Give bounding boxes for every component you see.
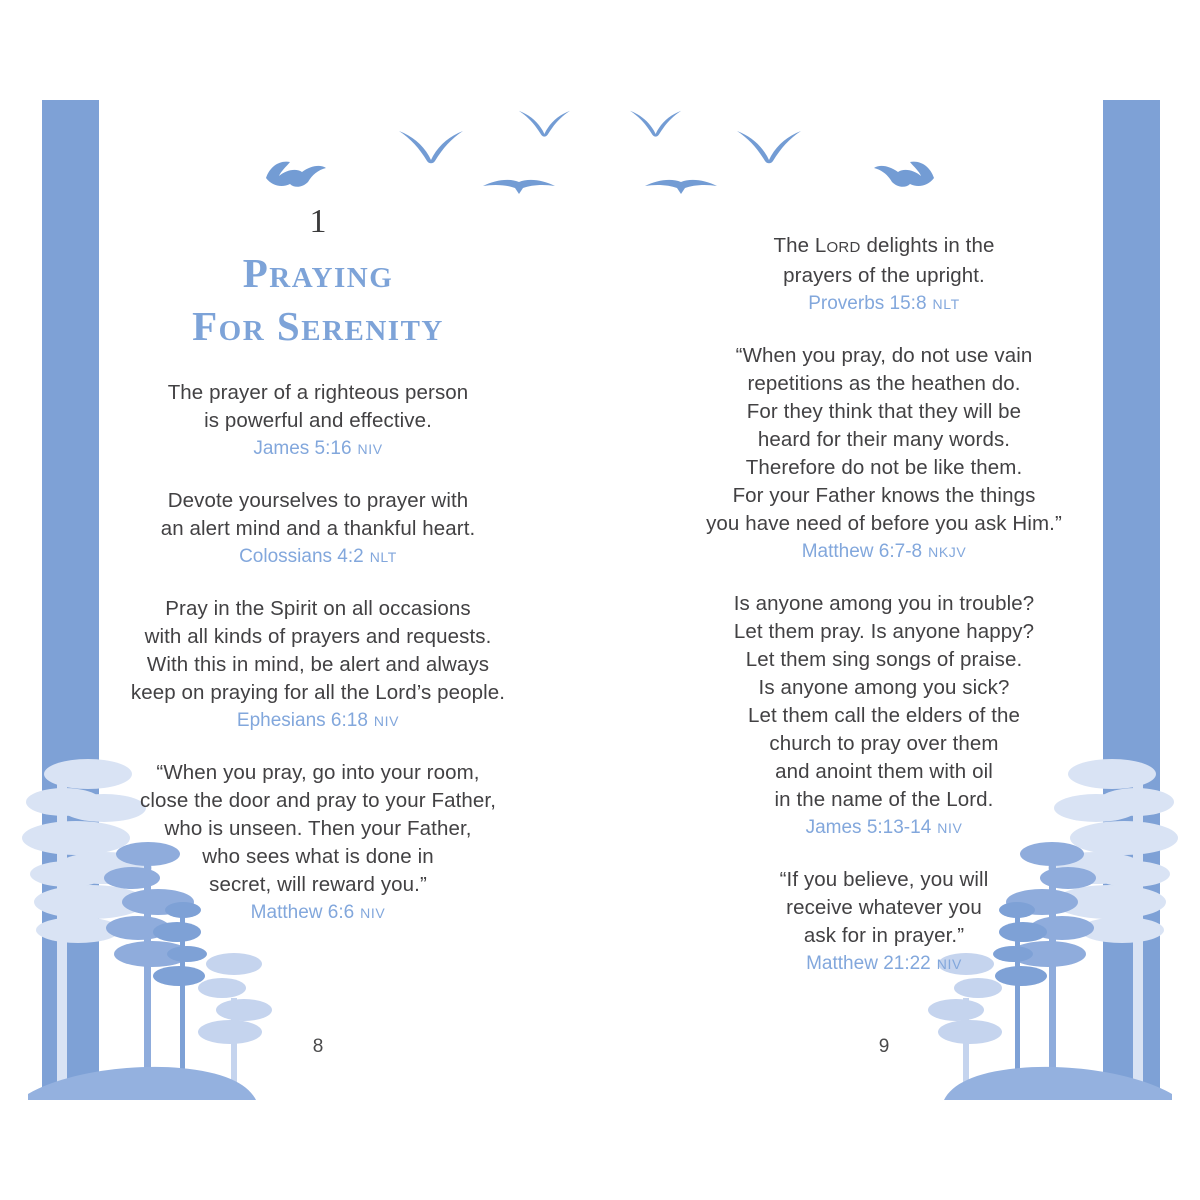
verse-line: who is unseen. Then your Father, bbox=[164, 817, 472, 840]
verse-line: who sees what is done in bbox=[202, 845, 434, 868]
verse-line: Let them sing songs of praise. bbox=[745, 648, 1023, 671]
verse-line: Devote yourselves to prayer with bbox=[167, 489, 469, 512]
verse-line: with all kinds of prayers and requests. bbox=[144, 625, 492, 648]
verse bbox=[123, 487, 513, 571]
chapter-title bbox=[123, 247, 513, 353]
scripture-reference bbox=[678, 950, 1090, 978]
page-number: 8 bbox=[312, 1036, 324, 1057]
reference-text: Ephesians 6:18 bbox=[236, 710, 368, 731]
chapter-number: 1 bbox=[309, 203, 327, 240]
verse bbox=[123, 595, 513, 735]
verse bbox=[123, 379, 513, 463]
verse-line: secret, will reward you.” bbox=[209, 873, 427, 896]
verse-line: “When you pray, go into your room, bbox=[156, 761, 480, 784]
verse-line: The prayer of a righteous person bbox=[167, 381, 469, 404]
translation-abbreviation: NIV bbox=[357, 441, 383, 457]
verse bbox=[678, 232, 1090, 318]
bird-icon bbox=[483, 180, 555, 194]
verse-line: church to pray over them bbox=[769, 732, 999, 755]
bird-icon bbox=[399, 131, 463, 163]
verse-line: prayers of the upright. bbox=[783, 264, 985, 287]
verse-line: “When you pray, do not use vain bbox=[735, 344, 1033, 367]
verse bbox=[678, 342, 1090, 566]
flying-birds-illustration bbox=[250, 100, 950, 210]
translation-abbreviation: NIV bbox=[373, 713, 400, 729]
verse-line: keep on praying for all the Lord’s people. bbox=[130, 681, 506, 704]
translation-abbreviation: NLT bbox=[369, 549, 397, 565]
verse-line: an alert mind and a thankful heart. bbox=[160, 517, 476, 540]
scripture-reference bbox=[678, 290, 1090, 318]
verse-line: close the door and pray to your Father, bbox=[139, 789, 497, 812]
translation-abbreviation: NLT bbox=[932, 296, 960, 312]
scripture-reference bbox=[123, 899, 513, 927]
small-caps-lord: ORD bbox=[826, 239, 861, 256]
verse-line: With this in mind, be alert and always bbox=[146, 653, 490, 676]
verse-text: The L bbox=[773, 234, 827, 257]
bird-icon bbox=[630, 111, 681, 137]
bird-icon bbox=[519, 111, 570, 137]
bird-icon bbox=[266, 162, 326, 187]
translation-abbreviation: NIV bbox=[937, 820, 963, 836]
scripture-reference bbox=[678, 814, 1090, 842]
verse-line bbox=[678, 232, 1090, 262]
verse-line: Is anyone among you sick? bbox=[758, 676, 1010, 699]
verse-line: heard for their many words. bbox=[757, 428, 1011, 451]
reference-text: Proverbs 15:8 bbox=[808, 293, 927, 314]
scripture-reference bbox=[123, 435, 513, 463]
verse-line: “If you believe, you will bbox=[779, 868, 989, 891]
verse-line: Pray in the Spirit on all occasions bbox=[165, 597, 471, 620]
verse-line: Is anyone among you in trouble? bbox=[733, 592, 1035, 615]
verse-line: and anoint them with oil bbox=[775, 760, 993, 783]
reference-text: Matthew 21:22 bbox=[806, 953, 931, 974]
bird-icon bbox=[874, 162, 934, 187]
verse-text: delights in the bbox=[860, 234, 995, 257]
reference-text: James 5:13-14 bbox=[805, 817, 932, 838]
translation-abbreviation: NKJV bbox=[928, 544, 967, 560]
bird-icon bbox=[737, 131, 801, 163]
translation-abbreviation: NIV bbox=[360, 905, 386, 921]
scripture-reference bbox=[123, 543, 513, 571]
verse-line: receive whatever you bbox=[786, 896, 982, 919]
verse-line: in the name of the Lord. bbox=[774, 788, 994, 811]
page-number: 9 bbox=[878, 1036, 890, 1057]
verse-line: For your Father knows the things bbox=[732, 484, 1036, 507]
reference-text: Colossians 4:2 bbox=[239, 546, 364, 567]
reference-text: Matthew 6:6 bbox=[250, 902, 355, 923]
verse-line: ask for in prayer.” bbox=[803, 924, 965, 947]
verse bbox=[678, 866, 1090, 978]
verse-line: For they think that they will be bbox=[746, 400, 1022, 423]
bird-icon bbox=[645, 180, 717, 194]
verse bbox=[123, 759, 513, 927]
left-page-column bbox=[123, 205, 513, 951]
verse bbox=[678, 590, 1090, 842]
verse-line: Let them call the elders of the bbox=[747, 704, 1021, 727]
verse-line: repetitions as the heathen do. bbox=[747, 372, 1021, 395]
verse-line: Therefore do not be like them. bbox=[745, 456, 1023, 479]
verse-line: Let them pray. Is anyone happy? bbox=[733, 620, 1035, 643]
chapter-title-line1: Praying bbox=[242, 250, 394, 296]
right-page-column bbox=[678, 232, 1090, 1002]
reference-text: Matthew 6:7-8 bbox=[801, 541, 923, 562]
reference-text: James 5:16 bbox=[253, 438, 352, 459]
scripture-reference bbox=[123, 707, 513, 735]
verse-line: is powerful and effective. bbox=[204, 409, 432, 432]
scripture-reference bbox=[678, 538, 1090, 566]
verse-line: you have need of before you ask Him.” bbox=[706, 512, 1062, 535]
translation-abbreviation: NIV bbox=[936, 956, 962, 972]
chapter-title-line2: For Serenity bbox=[192, 303, 444, 349]
